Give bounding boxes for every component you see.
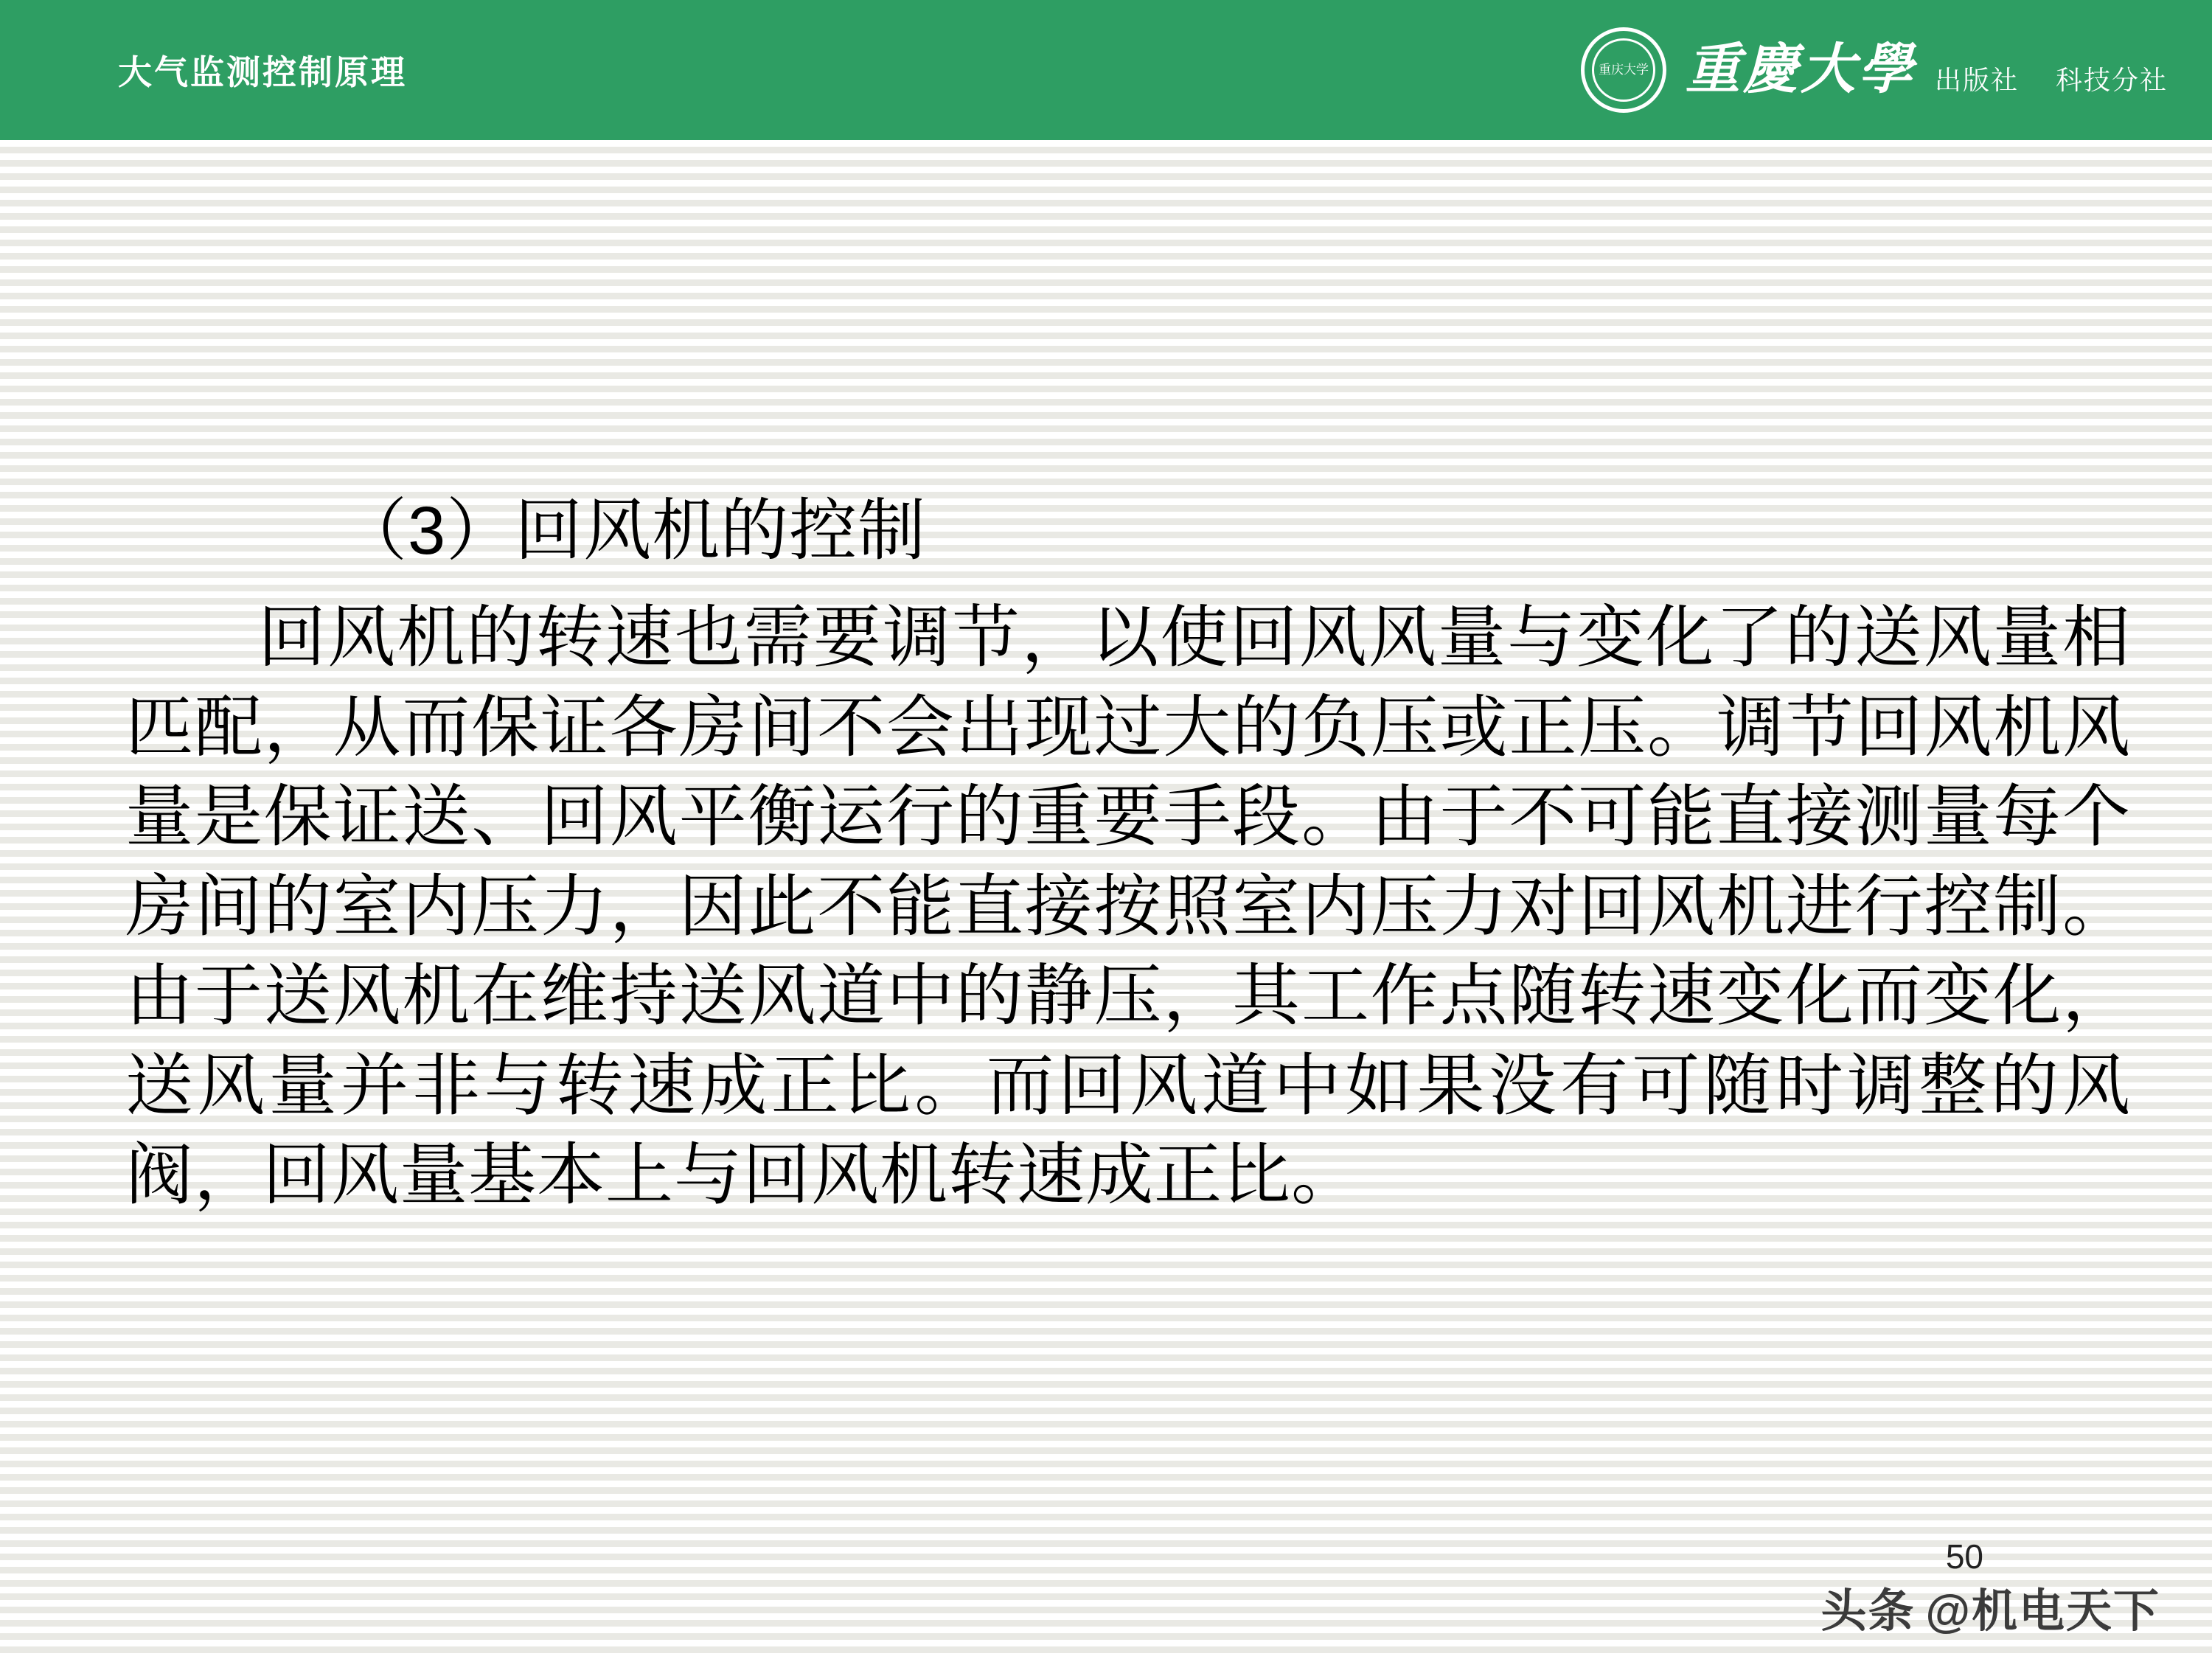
slide-header	[0, 0, 2212, 140]
page-number: 50	[1945, 1537, 1983, 1576]
university-emblem-text: 重庆大学	[1598, 63, 1649, 77]
watermark-handle: @机电天下	[1925, 1586, 2160, 1637]
slide-body	[0, 140, 2212, 1659]
watermark	[1821, 1574, 2160, 1640]
university-emblem-icon	[1581, 27, 1666, 113]
publisher-label: 出版社	[1934, 64, 2019, 95]
body-paragraph: 回风机的转速也需要调节，以使回风风量与变化了的送风量相匹配，从而保证各房间不会出现过大的负压或正压。调节回风机风量是保证送、回风平衡运行的重要手段。由于不可能直接测量每个房间的室内压力，因此不能直接按照室内压力对回风机进行控制。由于送风机在维持送风道中的静压，其工作点随转速变化而变化，送风量并非与转速成正比。而回风道中如果没有可随时调整的风阀，回风量基本上与回风机转速成正比。	[125, 600, 2131, 1214]
publisher-branding	[1581, 27, 2168, 113]
university-wordmark: 重慶大學	[1685, 40, 1916, 100]
publisher-branch-label: 科技分社	[2055, 64, 2168, 95]
watermark-brand: 头条	[1820, 1586, 1916, 1637]
course-title: 大气监测控制原理	[118, 53, 407, 91]
slide-content	[0, 487, 2212, 1221]
section-heading: （3）回风机的控制	[339, 493, 927, 568]
